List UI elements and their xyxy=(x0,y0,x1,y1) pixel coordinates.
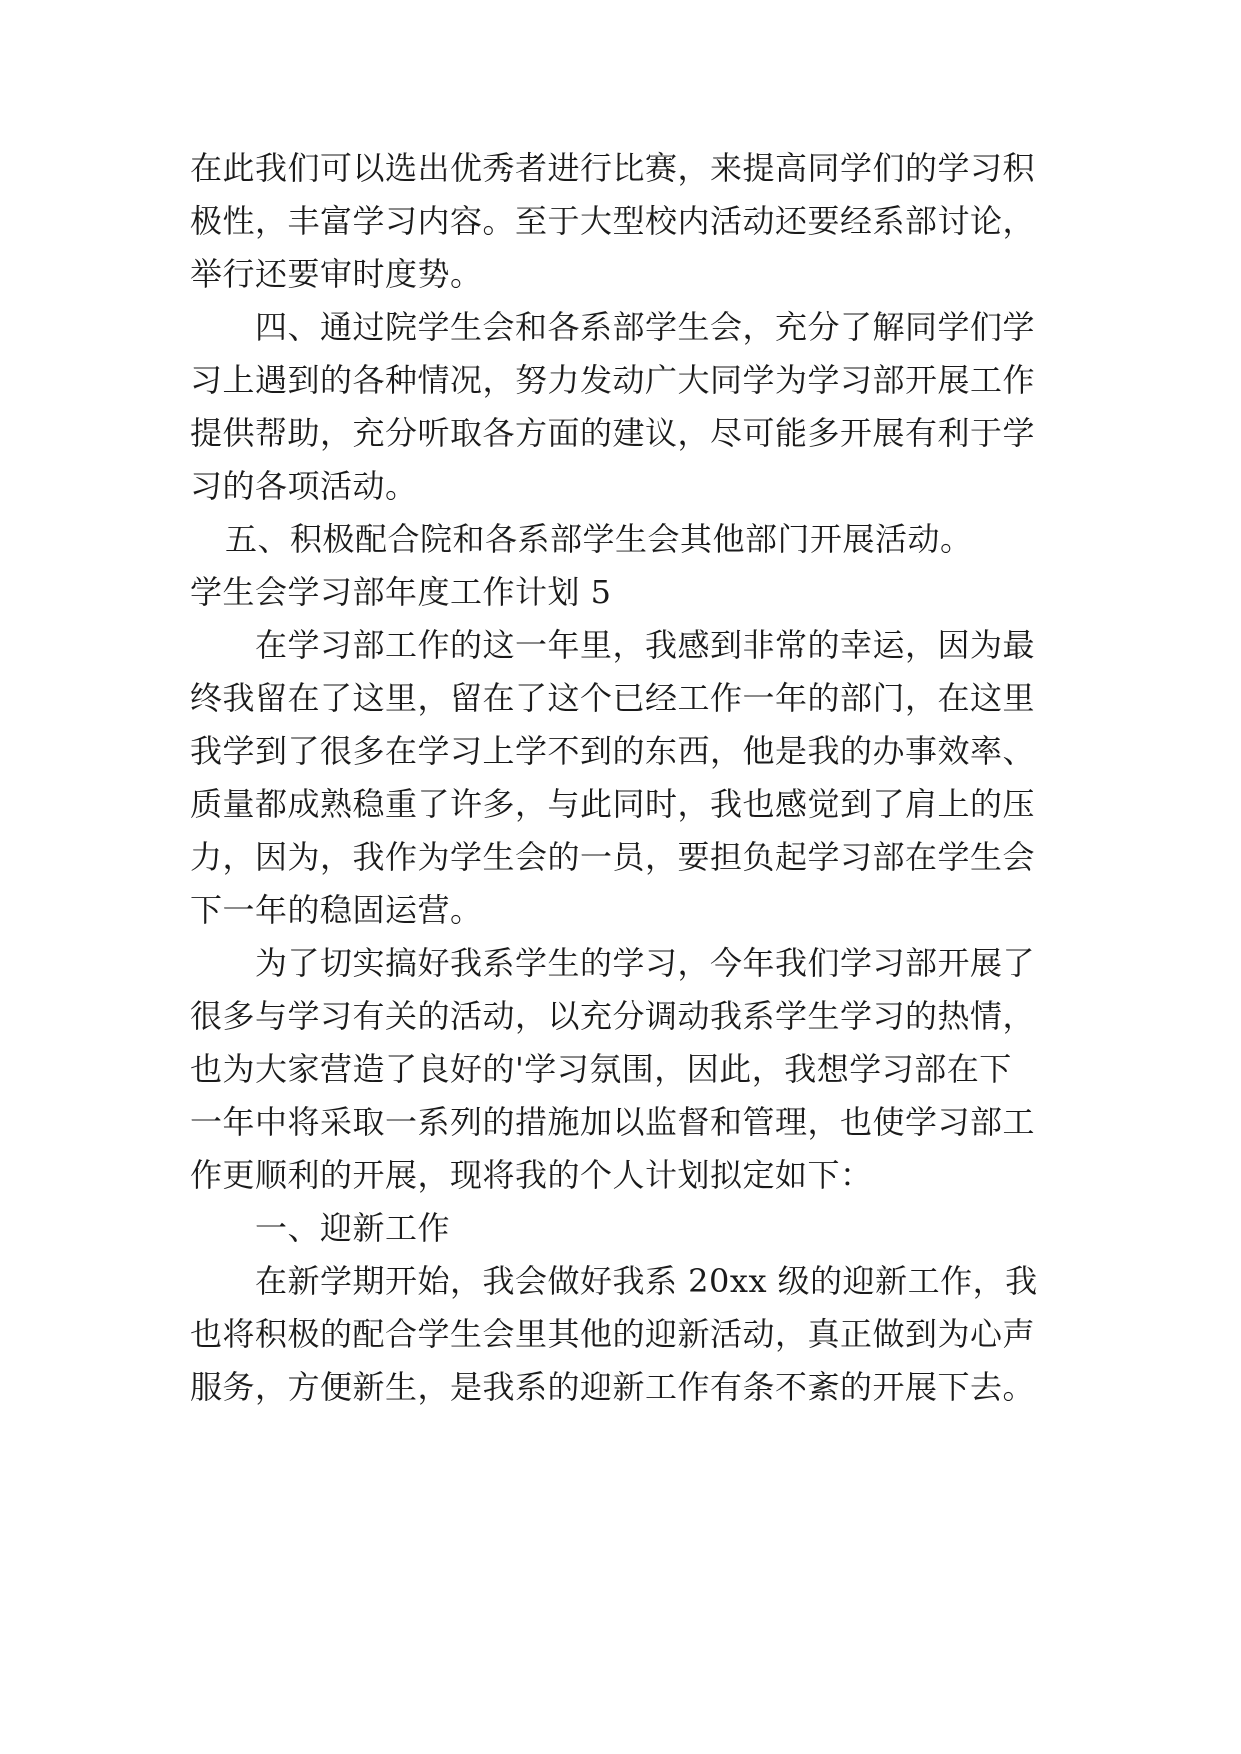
text-line: 下一年的稳固运营。 xyxy=(190,891,483,929)
text-line: 很多与学习有关的活动，以充分调动我系学生学习的热情， xyxy=(190,997,1036,1035)
text-line: 极性，丰富学习内容。至于大型校内活动还要经系部讨论， xyxy=(190,202,1036,240)
text-line: 习上遇到的各种情况，努力发动广大同学为学习部开展工作 xyxy=(190,361,1036,399)
section-heading: 学生会学习部年度工作计划 5 xyxy=(190,573,612,611)
paragraph-line: 一、迎新工作 xyxy=(255,1209,451,1247)
text-line: 也将积极的配合学生会里其他的迎新活动，真正做到为心声 xyxy=(190,1315,1036,1353)
text-line: 习的各项活动。 xyxy=(190,467,418,505)
text-line: 力，因为，我作为学生会的一员，要担负起学习部在学生会 xyxy=(190,838,1036,876)
text-line: 质量都成熟稳重了许多，与此同时，我也感觉到了肩上的压 xyxy=(190,785,1036,823)
paragraph-line: 五、积极配合院和各系部学生会其他部门开展活动。 xyxy=(225,520,973,558)
paragraph-line: 四、通过院学生会和各系部学生会，充分了解同学们学 xyxy=(255,308,1036,346)
text-line: 作更顺利的开展，现将我的个人计划拟定如下： xyxy=(190,1156,873,1194)
paragraph-line: 在学习部工作的这一年里，我感到非常的幸运，因为最 xyxy=(255,626,1036,664)
text-line: 一年中将采取一系列的措施加以监督和管理，也使学习部工 xyxy=(190,1103,1036,1141)
text-line: 服务，方便新生，是我系的迎新工作有条不紊的开展下去。 xyxy=(190,1368,1036,1406)
text-line: 举行还要审时度势。 xyxy=(190,255,483,293)
text-line: 我学到了很多在学习上学不到的东西，他是我的办事效率、 xyxy=(190,732,1036,770)
text-line: 提供帮助，充分听取各方面的建议，尽可能多开展有利于学 xyxy=(190,414,1036,452)
text-line: 终我留在了这里，留在了这个已经工作一年的部门，在这里 xyxy=(190,679,1036,717)
text-line: 在此我们可以选出优秀者进行比赛，来提高同学们的学习积 xyxy=(190,149,1036,187)
paragraph-line: 在新学期开始，我会做好我系 20xx 级的迎新工作，我 xyxy=(255,1262,1038,1300)
text-line: 也为大家营造了良好的'学习氛围，因此，我想学习部在下 xyxy=(190,1050,1012,1088)
paragraph-line: 为了切实搞好我系学生的学习，今年我们学习部开展了 xyxy=(255,944,1036,982)
